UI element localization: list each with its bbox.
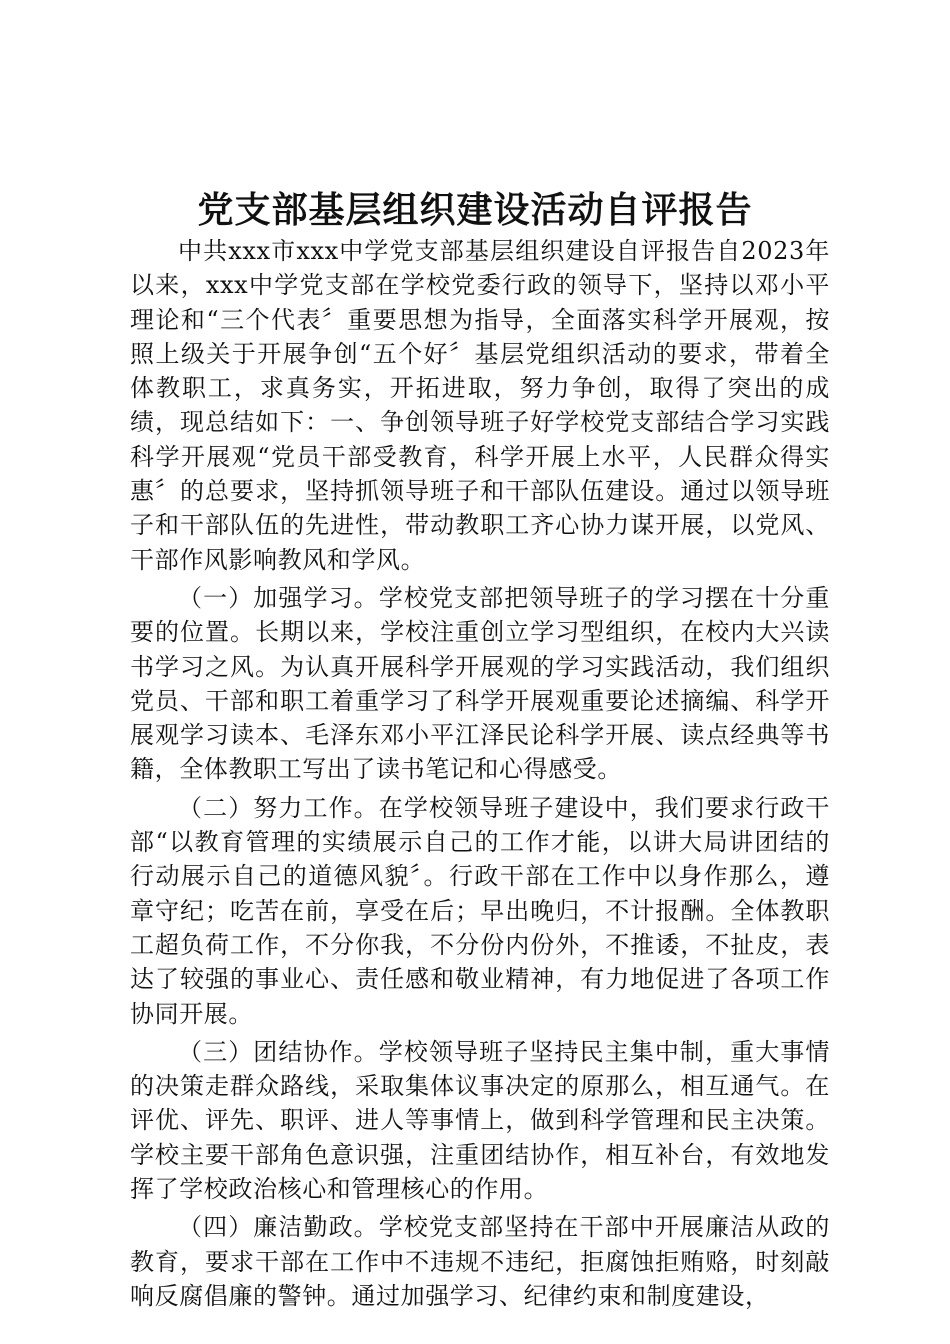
document-title: 党支部基层组织建设活动自评报告 [197,189,753,231]
document-body [130,234,830,1317]
paragraph-integrity: （四）廉洁勤政。学校党支部坚持在干部中开展廉洁从政的教育，要求干部在工作中不违规不违纪，拒腐蚀拒贿赂，时刻敲响反腐倡廉的警钟。通过加强学习、纪律约束和制度建设， [130,1213,830,1310]
paragraph-unity: （三）团结协作。学校领导班子坚持民主集中制，重大事情的决策走群众路线，采取集体议事决定的原那么，相互通气。在评优、评先、职评、进人等事情上，做到科学管理和民主决策。学校主要干部角色意识强，注重团结协作，相互补台，有效地发挥了学校政治核心和管理核心的作用。 [130,1037,830,1204]
paragraph-intro: 中共xxx市xxx中学党支部基层组织建设自评报告自2023年以来，xxx中学党支部在学校党委行政的领导下，坚持以邓小平理论和“三个代表〞重要思想为指导，全面落实科学开展观，按照上级关于开展争创“五个好〞基层党组织活动的要求，带着全体教职工，求真务实，开拓进取，努力争创，取得了突出的成绩，现总结如下：一、争创领导班子好学校党支部结合学习实践科学开展观“党员干部受教育，科学开展上水平，人民群众得实惠〞的总要求，坚持抓领导班子和干部队伍建设。通过以领导班子和干部队伍的先进性，带动教职工齐心协力谋开展，以党风、干部作风影响教风和学风。 [130,237,830,574]
paragraph-study: （一）加强学习。学校党支部把领导班子的学习摆在十分重要的位置。长期以来，学校注重创立学习型组织，在校内大兴读书学习之风。为认真开展科学开展观的学习实践活动，我们组织党员、干部和职工着重学习了科学开展观重要论述摘编、科学开展观学习读本、毛泽东邓小平江泽民论科学开展、读点经典等书籍，全体教职工写出了读书笔记和心得感受。 [130,583,830,784]
paragraph-work: （二）努力工作。在学校领导班子建设中，我们要求行政干部“以教育管理的实绩展示自己的工作才能，以讲大局讲团结的行动展示自己的道德风貌〞。行政干部在工作中以身作那么，遵章守纪；吃苦在前，享受在后；早出晚归，不计报酬。全体教职工超负荷工作，不分你我，不分份内份外，不推诿，不扯皮，表达了较强的事业心、责任感和敬业精神，有力地促进了各项工作协同开展。 [130,793,830,1028]
